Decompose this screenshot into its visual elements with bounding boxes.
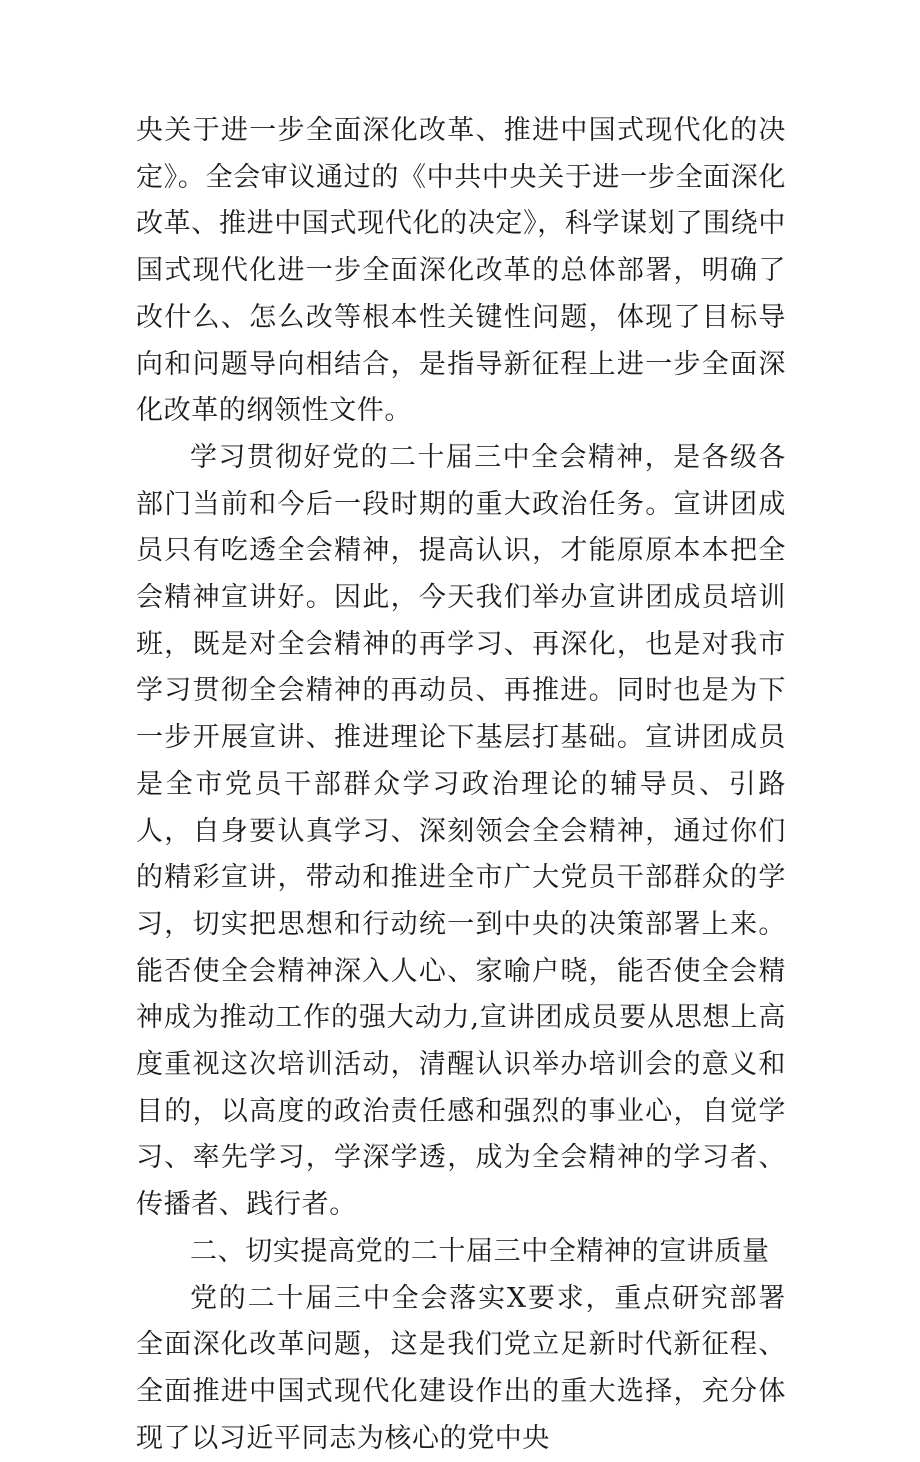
paragraph-study-task: 学习贯彻好党的二十届三中全会精神，是各级各部门当前和今后一段时期的重大政治任务。宣讲团成员只有吃透全会精神，提高认识，才能原原本本把全会精神宣讲好。因此，今天我们举办宣讲团成员培训班，既是对全会精神的再学习、再深化，也是对我市学习贯彻全会精神的再动员、再推进。同时也是为下一步开展宣讲、推进理论下基层打基础。宣讲团成员是全市党员干部群众学习政治理论的辅导员、引路人，自身要认真学习、深刻领会全会精神，通过你们的精彩宣讲，带动和推进全市广大党员干部群众的学习，切实把思想和行动统一到中央的决策部署上来。能否使全会精神深入人心、家喻户晓，能否使全会精神成为推动工作的强大动力,宣讲团成员要从思想上高度重视这次培训活动，清醒认识举办培训会的意义和目的，以高度的政治责任感和强烈的事业心，自觉学习、率先学习，学深学透，成为全会精神的学习者、传播者、践行者。	[136, 441, 786, 1221]
section-heading: 二、切实提高党的二十届三中全精神的宣讲质量	[190, 1235, 770, 1267]
document-body	[136, 108, 786, 1462]
paragraph-decision-summary: 央关于进一步全面深化改革、推进中国式现代化的决定》。全会审议通过的《中共中央关于进一步全面深化改革、推进中国式现代化的决定》，科学谋划了围绕中国式现代化进一步全面深化改革的总体部署，明确了改什么、怎么改等根本性关键性问题，体现了目标导向和问题导向相结合，是指导新征程上进一步全面深化改革的纲领性文件。	[136, 115, 786, 427]
paragraph-plenary-requirements: 党的二十届三中全会落实X要求，重点研究部署全面深化改革问题，这是我们党立足新时代新征程、全面推进中国式现代化建设作出的重大选择，充分体现了以习近平同志为核心的党中央	[136, 1282, 786, 1454]
